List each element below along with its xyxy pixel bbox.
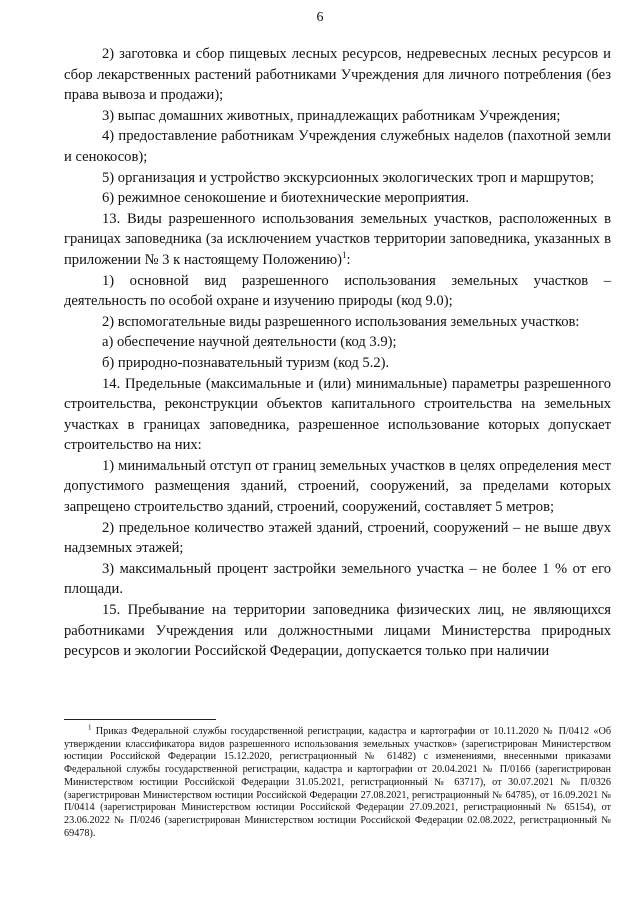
item-3-max-coverage: 3) максимальный процент застройки земельного участка – не более 1 % от его площади. [64, 560, 611, 598]
item-b-tourism: б) природно-познавательный туризм (код 5.2). [102, 354, 390, 371]
footnote-divider [64, 719, 216, 720]
footnotes [64, 723, 612, 840]
page-number: 6 [316, 10, 324, 25]
footnote-text: Приказ Федеральной службы государственной регистрации, кадастра и картографии от 10.11.2020 № П/0412 «Об утверждении классификатора видов разрешенного использования земельных участков» (зарегистрирован Министерством юстиции Российской Федерации 15.12.2020, регистрационный № 61482) с изменениями, внесенными приказами Федеральной службы государственной регистрации, кадастра и картографии от 20.04.2021 № П/0166 (зарегистрирован Министерством юстиции Российской Федерации 31.05.2021, регистрационный № 63717), от 30.07.2021 № П/0326 (зарегистрирован Министерством юстиции Российской Федерации 27.08.2021, регистрационный № 64785), от 16.09.2021 № П/0414 (зарегистрирован Министерством юстиции Российской Федерации 27.09.2021, регистрационный № 65154), от 23.06.2022 № П/0246 (зарегистрирован Министерством юстиции Российской Федерации 02.08.2022, регистрационный № 69478). [64, 726, 612, 839]
paragraph-6-haymaking: 6) режимное сенокошение и биотехнические мероприятия. [102, 190, 470, 207]
paragraph-4-service-plots: 4) предоставление работникам Учреждения служебных наделов (пахотной земли и сенокосов); [64, 128, 611, 165]
paragraph-5-eco-trails: 5) организация и устройство экскурсионных экологических троп и маршрутов; [102, 169, 595, 186]
paragraph-3-grazing: 3) выпас домашних животных, принадлежащих работникам Учреждения; [102, 107, 561, 124]
item-2-auxiliary-uses: 2) вспомогательные виды разрешенного использования земельных участков: [102, 313, 580, 330]
footnote-1 [64, 723, 612, 840]
paragraph-2-harvesting: 2) заготовка и сбор пищевых лесных ресурсов, недревесных лесных ресурсов и сбор лекарственных растений работниками Учреждения для личного потребления (без права вывоза и продажи); [64, 46, 611, 104]
body-text [64, 44, 611, 662]
section-13-tail: : [346, 251, 351, 268]
section-13-text: 13. Виды разрешенного использования земельных участков, расположенных в границах заповедника (за исключением участков территории заповедника, указанных в приложении № 3 к настоящему Положению) [64, 210, 611, 268]
section-13-permitted-use [64, 209, 611, 271]
footnote-marker: 1 [88, 723, 92, 732]
item-1-main-use: 1) основной вид разрешенного использования земельных участков – деятельность по особой охране и изучению природы (код 9.0); [64, 272, 611, 310]
item-2-max-floors: 2) предельное количество этажей зданий, строений, сооружений – не выше двух надземных этажей; [64, 519, 611, 557]
item-1-min-setback: 1) минимальный отступ от границ земельных участков в целях определения мест допустимого размещения зданий, строений, сооружений, за пределами которых запрещено строительство зданий, строений, сооружений, составляет 5 метров; [64, 457, 611, 516]
item-a-science: а) обеспечение научной деятельности (код 3.9); [102, 334, 397, 351]
section-14-parameters: 14. Предельные (максимальные и (или) минимальные) параметры разрешенного строительства, реконструкции объектов капитального строительства на земельных участках в границах заповедника, разрешенное использование которых допускает строительство на них: [64, 375, 611, 454]
section-15-presence: 15. Пребывание на территории заповедника физических лиц, не являющихся работниками Учреждения или должностными лицами Министерства природных ресурсов и экологии Российской Федерации, допускается только при наличии [64, 602, 611, 660]
footnote-reference[interactable]: 1 [342, 250, 347, 261]
